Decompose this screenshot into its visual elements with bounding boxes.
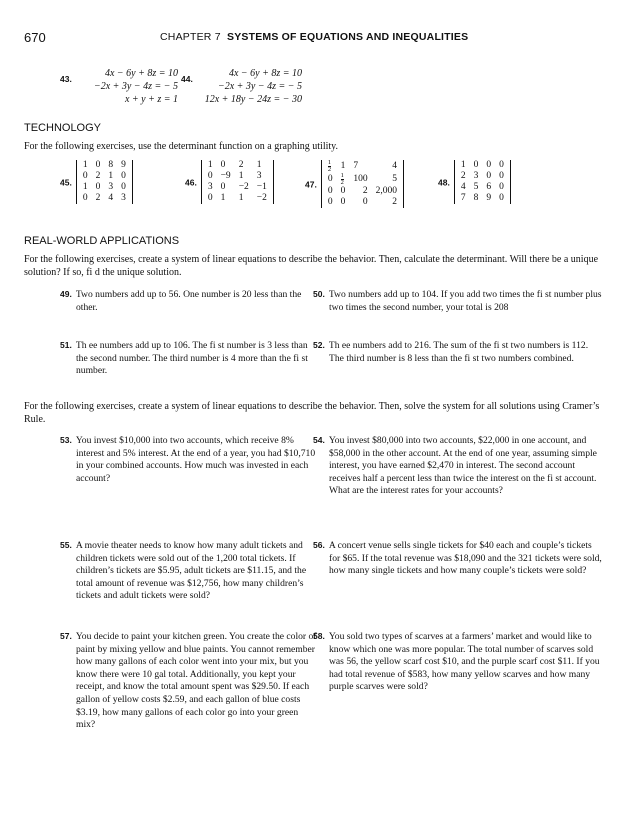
equation-line: −2x + 3y − 4z = − 5 xyxy=(93,81,178,92)
exercise-number: 48. xyxy=(438,177,450,188)
problem-56: 56. A concert venue sells single tickets for $40 each and couple’s tickets for $65. If the total revenue was $18,090 and the 321 tickets were sold, how many single tickets and how many couple’s tickets were sold? xyxy=(313,540,602,577)
problem-58: 58. You sold two types of scarves at a farmers’ market and would like to know which one was more popular. The total number of scarves sold was 56, the yellow scarf cost $10, and the purple scarf cost $11. If you had total revenue of $583, how many yellow scarves and how many purple scarves were sold? xyxy=(313,631,600,693)
chapter-label: CHAPTER 7 xyxy=(160,31,221,43)
matrix: 1 0 0 0 2 3 0 0 4 5 6 0 7 8 9 0 xyxy=(454,160,511,204)
equation-line: −2x + 3y − 4z = − 5 xyxy=(217,81,302,92)
equation-line: x + y + z = 1 xyxy=(124,94,178,105)
matrix: $\frac{1}{2}$ 1 7 4 0 $\frac{1}{2}$ 100 5 0 0 2 2,000 0 0 0 2 xyxy=(321,160,404,208)
problem-51: 51. Th ee numbers add up to 106. The fi st number is 3 less than the second number. The third number is 4 more than the fi st number. xyxy=(60,340,308,377)
matrix-exercise-46 xyxy=(185,160,274,204)
fraction-one-half: $\frac{1}{2}$ xyxy=(340,172,344,186)
problem-54: 54. You invest $80,000 into two accounts, $22,000 in one account, and $58,000 in the other account. At the end of one year, assuming simple interest, you have earned $2,470 in interest. The second account receives half a percent less than twice the interest on the fi st account. What are the interest rates for your accounts? xyxy=(313,435,597,497)
matrix: 1 0 8 9 0 2 1 0 1 0 3 0 0 2 4 3 xyxy=(76,160,133,204)
exercise-number: 47. xyxy=(305,179,317,190)
matrix-exercise-45 xyxy=(60,160,133,204)
problem-57: 57. You decide to paint your kitchen green. You create the color of paint by mixing yellow and blue paints. You cannot remember how many gallons of each color went into your mix, but you know there were 10 gal total. Additionally, you kept your receipt, and know the total amount spent was $29.50. If each gallon of yellow costs $2.59, and each gallon of blue costs $3.19, how many gallons of each color go into your green mix? xyxy=(60,631,317,731)
matrix-exercise-47 xyxy=(305,160,404,208)
equation-line: 12x + 18y − 24z = − 30 xyxy=(204,94,302,105)
problem-55: 55. A movie theater needs to know how many adult tickets and children tickets were sold out of the 1,200 total tickets. If children’s tickets are $5.95, adult tickets are $11.15, and the total amount of revenue was $12,756, how many children’s tickets and adult tickets were sold? xyxy=(60,540,307,602)
equation-line: 4x − 6y + 8z = 10 xyxy=(228,68,302,79)
chapter-title: SYSTEMS OF EQUATIONS AND INEQUALITIES xyxy=(226,31,469,43)
matrix-exercise-48 xyxy=(438,160,511,204)
page-number: 670 xyxy=(24,30,46,45)
exercise-number: 44. xyxy=(181,74,193,84)
equation-line: 4x − 6y + 8z = 10 xyxy=(104,68,178,79)
problem-49: 49. Two numbers add up to 56. One number is 20 less than the other. xyxy=(60,289,302,313)
problem-50: 50. Two numbers add up to 104. If you add two times the fi st number plus two times the second number, your total is 208 xyxy=(313,289,602,313)
problem-52: 52. Th ee numbers add to 216. The sum of the fi st two numbers is 112. The third number is 8 less than the fi st two numbers combined. xyxy=(313,340,589,364)
section-heading-technology: TECHNOLOGY xyxy=(24,122,102,134)
running-header xyxy=(160,31,468,43)
matrix: 1 0 2 1 0 −9 1 3 3 0 −2 −1 0 1 1 −2 xyxy=(201,160,274,204)
problem-53: 53. You invest $10,000 into two accounts, which receive 8% interest and 5% interest. At the end of a year, you had $10,710 in your combined accounts. How much was invested in each account? xyxy=(60,435,316,484)
exercise-number: 45. xyxy=(60,177,72,188)
section-heading-real-world: REAL-WORLD APPLICATIONS xyxy=(24,235,180,247)
fraction-one-half: $\frac{1}{2}$ xyxy=(327,159,332,173)
exercise-number: 43. xyxy=(60,74,72,84)
cramer-intro: For the following exercises, create a system of linear equations to describe the behavior. Then, solve the system for all solutions using Cramer’s Rule. xyxy=(24,401,600,425)
real-world-intro: For the following exercises, create a system of linear equations to describe the behavior. Then, calculate the determinant. Will there be a unique solution? If so, fi d the unique solution. xyxy=(24,254,599,278)
technology-intro: For the following exercises, use the determinant function on a graphing utility. xyxy=(24,141,338,152)
exercise-number: 46. xyxy=(185,177,197,188)
